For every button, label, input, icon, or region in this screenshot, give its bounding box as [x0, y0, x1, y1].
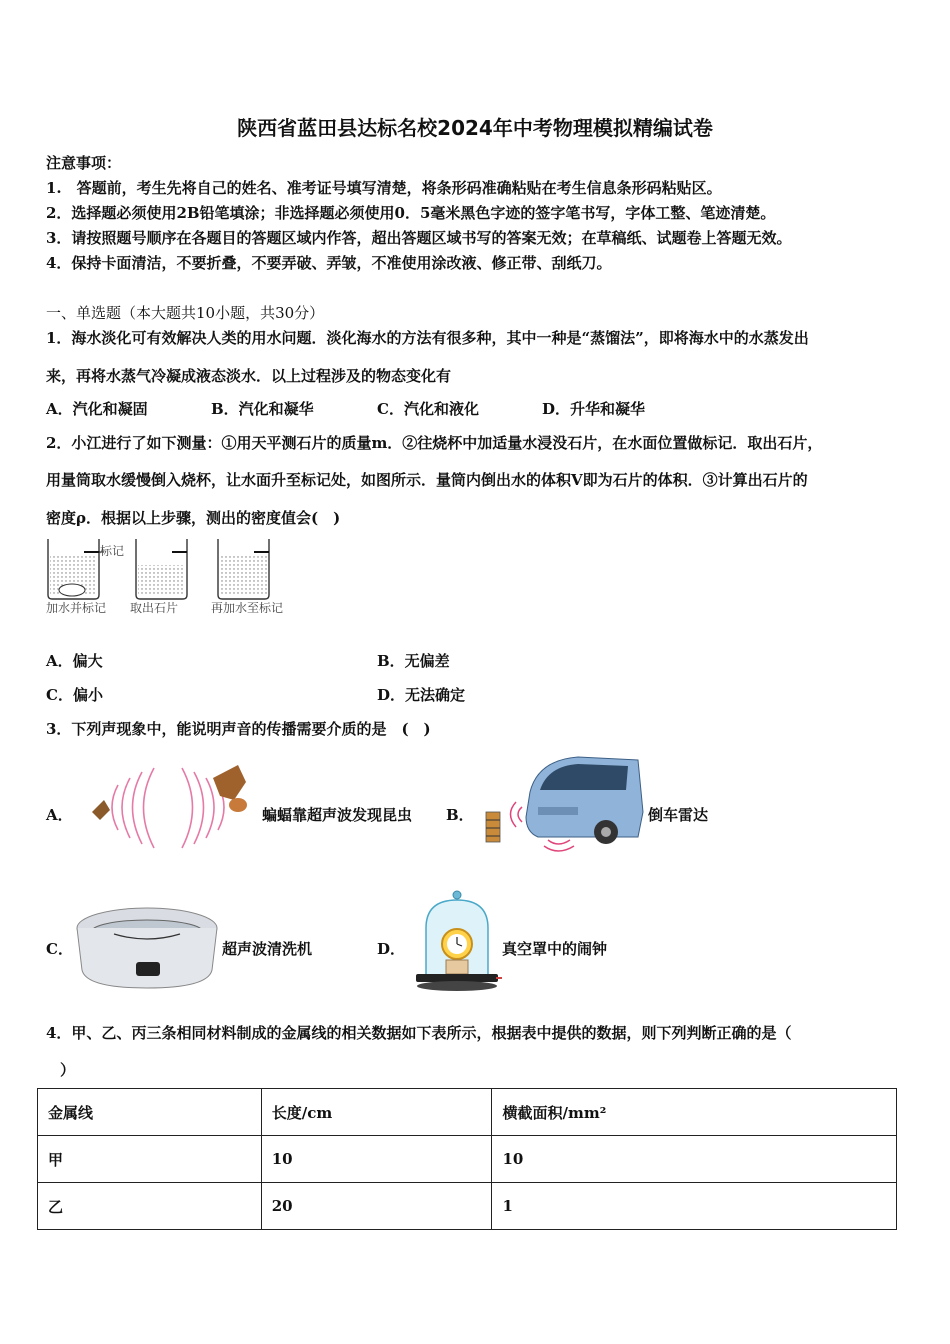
table-cell: 10: [261, 1136, 492, 1183]
q1-option-d: D．升华和凝华: [542, 400, 646, 418]
figure-caption: 取出石片: [130, 601, 179, 615]
page-title: 陕西省蓝田县达标名校2024年中考物理模拟精编试卷: [237, 116, 713, 140]
q2-option-c: C．偏小: [46, 686, 103, 704]
q2-option-b: B．无偏差: [377, 652, 450, 670]
q3-option-c-letter: C．: [46, 940, 73, 958]
beaker-3: [218, 539, 269, 599]
vacuum-bell-jar-clock-image: [412, 888, 502, 996]
q3-option-a-text: 蝙蝠靠超声波发现昆虫: [262, 806, 413, 824]
table-row: [38, 1183, 897, 1230]
table-cell: 10: [492, 1136, 897, 1183]
section-heading: 一、单选题（本大题共10小题，共30分）: [46, 304, 325, 322]
q1-option-b: B．汽化和凝华: [211, 400, 314, 418]
notes-heading: 注意事项：: [46, 154, 122, 172]
q1-option-c: C．汽化和液化: [377, 400, 479, 418]
beaker-1: [48, 539, 104, 599]
figure-caption: 加水并标记: [46, 601, 107, 615]
beaker-figure: [44, 535, 304, 620]
q1-stem-line1: 1．海水淡化可有效解决人类的用水问题．淡化海水的方法有很多种，其中一种是“蒸馏法”，即将海水中的水蒸发出: [46, 329, 809, 347]
table-header-cell: 金属线: [38, 1089, 262, 1136]
note-item: 4．保持卡面清洁，不要折叠，不要弄破、弄皱，不准使用涂改液、修正带、刮纸刀。: [46, 254, 612, 272]
car-reversing-radar-image: [478, 752, 646, 857]
bat-ultrasound-image: [88, 760, 258, 855]
table-cell: 1: [492, 1183, 897, 1230]
q2-stem-line2: 用量筒取水缓慢倒入烧杯，让水面升至标记处，如图所示．量筒内倒出水的体积V即为石片的体积．③计算出石片的: [46, 471, 808, 489]
q3-option-c-text: 超声波清洗机: [222, 940, 313, 958]
note-item: 2．选择题必须使用2B铅笔填涂；非选择题必须使用0．5毫米黑色字迹的签字笔书写，字体工整、笔迹清楚。: [46, 204, 776, 222]
q3-option-d-text: 真空罩中的闹钟: [502, 940, 608, 958]
q4-stem-line2: ）: [60, 1061, 76, 1079]
q2-option-a: A．偏大: [46, 652, 103, 670]
q3-option-a-letter: A．: [46, 806, 73, 824]
q2-option-d: D．无法确定: [377, 686, 466, 704]
table-cell: 甲: [38, 1136, 262, 1183]
q2-stem-line1: 2．小江进行了如下测量：①用天平测石片的质量m．②往烧杯中加适量水浸没石片，在水面位置做标记．取出石片，: [46, 434, 823, 452]
q3-stem: 3．下列声现象中，能说明声音的传播需要介质的是 ( ): [46, 720, 431, 738]
q3-option-b-letter: B．: [446, 806, 474, 824]
q2-stem-line3: 密度ρ．根据以上步骤，测出的密度值会( ): [46, 509, 341, 527]
table-row: [38, 1136, 897, 1183]
q3-option-d-letter: D．: [377, 940, 406, 958]
table-cell: 20: [261, 1183, 492, 1230]
q1-option-a: A．汽化和凝固: [46, 400, 148, 418]
table-cell: 乙: [38, 1183, 262, 1230]
table-header-cell: 横截面积/mm²: [492, 1089, 897, 1136]
q3-option-b-text: 倒车雷达: [648, 806, 709, 824]
q4-stem-line1: 4．甲、乙、丙三条相同材料制成的金属线的相关数据如下表所示，根据表中提供的数据，则下列判断正确的是（: [46, 1024, 792, 1042]
table-header-row: [38, 1089, 897, 1136]
q1-stem-line2: 来，再将水蒸气冷凝成液态淡水．以上过程涉及的物态变化有: [46, 367, 452, 385]
note-item: 3．请按照题号顺序在各题目的答题区域内作答，超出答题区域书写的答案无效；在草稿纸、试题卷上答题无效。: [46, 229, 792, 247]
metal-wire-table: [37, 1088, 897, 1230]
ultrasonic-cleaner-image: [74, 900, 220, 992]
figure-caption: 再加水至标记: [211, 601, 284, 615]
note-item: 1. 答题前，考生先将自己的姓名、准考证号填写清楚，将条形码准确粘贴在考生信息条形码粘贴区。: [46, 179, 722, 197]
beaker-2: [136, 539, 187, 599]
table-header-cell: 长度/cm: [261, 1089, 492, 1136]
mark-label: 标记: [100, 544, 125, 558]
